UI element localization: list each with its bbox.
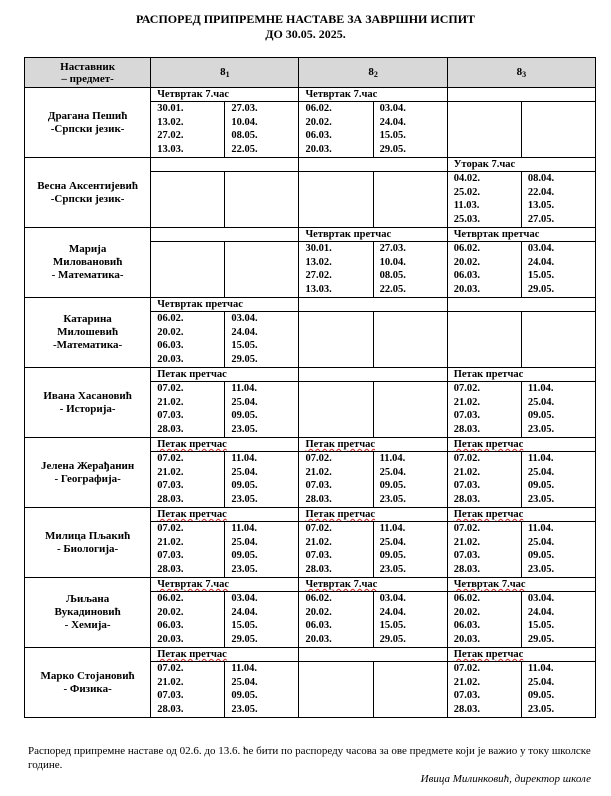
principal-signature: Ивица Милинковић, директор школе (420, 773, 591, 785)
dates-left-8-3: 07.02. 21.02. 07.03. 28.03. (447, 662, 521, 718)
dates-left-8-2: 07.02. 21.02. 07.03. 28.03. (299, 522, 373, 578)
footer-note: Распоред припремне наставе од 02.6. до 13.6. ће бити по распореду часова за ове предмете који је важио у току школске године. (28, 745, 591, 771)
dates-left-8-3: 07.02. 21.02. 07.03. 28.03. (447, 382, 521, 438)
teacher-subject: - Физика- (63, 682, 112, 695)
dates-right-8-2 (373, 382, 447, 438)
schedule-day-time: Петак претчас (157, 649, 227, 660)
schedule-label-8-2 (299, 648, 447, 662)
schedule-label-8-1 (151, 438, 299, 452)
schedule-day-time: Четвртак претчас (453, 229, 540, 240)
dates-right-8-2: 03.04. 24.04. 15.05. 29.05. (373, 102, 447, 158)
teacher-cell (25, 88, 151, 158)
schedule-label-8-1 (151, 158, 299, 172)
teacher-name: Драгана Пешић (47, 109, 128, 122)
dates-right-8-1: 27.03. 10.04. 08.05. 22.05. (225, 102, 299, 158)
dates-left-8-2 (299, 382, 373, 438)
dates-right-8-3 (521, 102, 595, 158)
teacher-subject: - Историја- (59, 402, 116, 415)
schedule-day-time: Петак претчас (453, 509, 524, 520)
schedule-label-8-3 (447, 88, 595, 102)
teacher-subject: -Математика- (52, 339, 123, 351)
dates-right-8-1: 03.04. 24.04. 15.05. 29.05. (225, 592, 299, 648)
dates-left-8-3: 06.02. 20.02. 06.03. 20.03. (447, 242, 521, 298)
teacher-name: Ивана Хасановић (43, 389, 132, 402)
schedule-label-8-1 (151, 508, 299, 522)
teacher-name: Јелена Жерађанин (40, 459, 135, 472)
schedule-label-8-1 (151, 298, 299, 312)
teacher-label-row (25, 158, 596, 172)
schedule-day-time: Петак претчас (305, 439, 376, 450)
schedule-label-8-2 (299, 298, 447, 312)
dates-right-8-3: 03.04. 24.04. 15.05. 29.05. (521, 592, 595, 648)
teacher-label-row (25, 298, 596, 312)
dates-right-8-3: 11.04. 25.04. 09.05. 23.05. (521, 522, 595, 578)
dates-left-8-2: 30.01. 13.02. 27.02. 13.03. (299, 242, 373, 298)
schedule-day-time: Петак претчас (157, 369, 227, 380)
schedule-day-time: Петак претчас (157, 509, 227, 520)
dates-left-8-1: 30.01. 13.02. 27.02. 13.03. (151, 102, 225, 158)
teacher-cell (25, 508, 151, 578)
schedule-label-8-1 (151, 648, 299, 662)
dates-right-8-3: 08.04. 22.04. 13.05. 27.05. (521, 172, 595, 228)
dates-left-8-3: 06.02. 20.02. 06.03. 20.03. (447, 592, 521, 648)
schedule-table (24, 57, 596, 718)
schedule-day-time: Петак претчас (453, 439, 524, 450)
class-header-8-3: $8_3$ (447, 58, 595, 88)
teacher-cell (25, 228, 151, 298)
teacher-label-row (25, 508, 596, 522)
teacher-subject: - Хемија- (64, 619, 111, 631)
teacher-name: Весна Аксентијевић (37, 179, 138, 192)
dates-right-8-1: 03.04. 24.04. 15.05. 29.05. (225, 312, 299, 368)
subject-header-label: – предмет- (61, 72, 114, 85)
schedule-label-8-2 (299, 578, 447, 592)
class-header-8-2: $8_2$ (299, 58, 447, 88)
schedule-day-time: Четвртак 7.час (157, 89, 230, 100)
dates-right-8-3: 03.04. 24.04. 15.05. 29.05. (521, 242, 595, 298)
dates-right-8-3: 11.04. 25.04. 09.05. 23.05. (521, 662, 595, 718)
teacher-label-row (25, 578, 596, 592)
teacher-surname: Вукадиновић (54, 606, 121, 618)
schedule-label-8-1 (151, 368, 299, 382)
teacher-name: Марко Стојановић (40, 669, 135, 682)
schedule-day-time: Четвртак 7.час (305, 579, 378, 590)
teacher-subject: - Географија- (54, 472, 121, 485)
teacher-name: Љиљана (65, 593, 110, 605)
dates-left-8-2 (299, 662, 373, 718)
schedule-label-8-3 (447, 578, 595, 592)
schedule-label-8-2 (299, 158, 447, 172)
schedule-day-time: Петак претчас (453, 649, 524, 660)
dates-left-8-2 (299, 172, 373, 228)
dates-left-8-2: 06.02. 20.02. 06.03. 20.03. (299, 102, 373, 158)
schedule-label-8-3 (447, 298, 595, 312)
dates-left-8-2 (299, 312, 373, 368)
header-row (25, 58, 596, 88)
teacher-label-row (25, 648, 596, 662)
dates-right-8-3: 11.04. 25.04. 09.05. 23.05. (521, 382, 595, 438)
dates-left-8-3 (447, 102, 521, 158)
schedule-label-8-2 (299, 508, 447, 522)
dates-right-8-1: 11.04. 25.04. 09.05. 23.05. (225, 662, 299, 718)
schedule-label-8-1 (151, 228, 299, 242)
dates-left-8-3: 07.02. 21.02. 07.03. 28.03. (447, 522, 521, 578)
dates-left-8-3: 07.02. 21.02. 07.03. 28.03. (447, 452, 521, 508)
schedule-day-time: Четвртак 7.час (157, 579, 230, 590)
dates-right-8-1: 11.04. 25.04. 09.05. 23.05. (225, 382, 299, 438)
schedule-label-8-3 (447, 228, 595, 242)
teacher-subject: -Српски језик- (50, 192, 125, 205)
dates-left-8-1 (151, 242, 225, 298)
schedule-label-8-3 (447, 438, 595, 452)
teacher-cell (25, 298, 151, 368)
teacher-cell (25, 158, 151, 228)
schedule-label-8-2 (299, 438, 447, 452)
teacher-surname: Милошевић (57, 326, 119, 338)
schedule-day-time: Уторак 7.час (453, 159, 516, 170)
teacher-cell (25, 578, 151, 648)
schedule-label-8-2 (299, 88, 447, 102)
schedule-day-time: Петак претчас (453, 369, 524, 380)
dates-left-8-2: 07.02. 21.02. 07.03. 28.03. (299, 452, 373, 508)
dates-left-8-2: 06.02. 20.02. 06.03. 20.03. (299, 592, 373, 648)
dates-right-8-1 (225, 172, 299, 228)
document-title: РАСПОРЕД ПРИПРЕМНЕ НАСТАВЕ ЗА ЗАВРШНИ ИСПИТ (135, 12, 476, 26)
schedule-day-time: Четвртак претчас (157, 299, 243, 310)
dates-left-8-1: 06.02. 20.02. 06.03. 20.03. (151, 592, 225, 648)
dates-left-8-1: 07.02. 21.02. 07.03. 28.03. (151, 452, 225, 508)
teacher-label-row (25, 438, 596, 452)
teacher-header-label: Наставник (60, 60, 116, 73)
schedule-label-8-3 (447, 648, 595, 662)
dates-left-8-3: 04.02. 25.02. 11.03. 25.03. (447, 172, 521, 228)
dates-right-8-3: 11.04. 25.04. 09.05. 23.05. (521, 452, 595, 508)
teacher-cell (25, 648, 151, 718)
schedule-day-time: Петак претчас (157, 439, 227, 450)
schedule-label-8-1 (151, 88, 299, 102)
teacher-label-row (25, 228, 596, 242)
teacher-column-header (25, 58, 151, 88)
document-subtitle: ДО 30.05. 2025. (265, 27, 346, 41)
dates-right-8-2 (373, 172, 447, 228)
dates-right-8-1: 11.04. 25.04. 09.05. 23.05. (225, 452, 299, 508)
teacher-cell (25, 368, 151, 438)
dates-left-8-3 (447, 312, 521, 368)
teacher-name: Милица Пљакић (44, 529, 131, 542)
dates-right-8-2: 27.03. 10.04. 08.05. 22.05. (373, 242, 447, 298)
dates-right-8-2 (373, 312, 447, 368)
dates-right-8-2: 03.04. 24.04. 15.05. 29.05. (373, 592, 447, 648)
teacher-name: Марија (68, 243, 107, 255)
schedule-label-8-3 (447, 368, 595, 382)
dates-right-8-2 (373, 662, 447, 718)
schedule-day-time: Четвртак 7.час (305, 89, 378, 100)
dates-left-8-1: 07.02. 21.02. 07.03. 28.03. (151, 662, 225, 718)
dates-right-8-1: 11.04. 25.04. 09.05. 23.05. (225, 522, 299, 578)
teacher-label-row (25, 88, 596, 102)
teacher-subject: - Математика- (51, 269, 124, 281)
schedule-day-time: Петак претчас (305, 509, 376, 520)
schedule-label-8-2 (299, 228, 447, 242)
dates-right-8-3 (521, 312, 595, 368)
teacher-surname: Миловановић (52, 256, 123, 268)
dates-right-8-2: 11.04. 25.04. 09.05. 23.05. (373, 452, 447, 508)
dates-left-8-1: 07.02. 21.02. 07.03. 28.03. (151, 382, 225, 438)
schedule-label-8-2 (299, 368, 447, 382)
class-header-8-1: $8_1$ (151, 58, 299, 88)
schedule-day-time: Четвртак 7.час (453, 579, 526, 590)
dates-left-8-1: 06.02. 20.02. 06.03. 20.03. (151, 312, 225, 368)
dates-left-8-1 (151, 172, 225, 228)
dates-left-8-1: 07.02. 21.02. 07.03. 28.03. (151, 522, 225, 578)
dates-right-8-1 (225, 242, 299, 298)
teacher-cell (25, 438, 151, 508)
teacher-subject: -Српски језик- (50, 122, 125, 135)
teacher-label-row (25, 368, 596, 382)
dates-right-8-2: 11.04. 25.04. 09.05. 23.05. (373, 522, 447, 578)
schedule-day-time: Четвртак претчас (305, 229, 392, 240)
teacher-name: Катарина (63, 313, 112, 325)
teacher-subject: - Биологија- (57, 542, 119, 555)
schedule-label-8-3 (447, 508, 595, 522)
schedule-label-8-3 (447, 158, 595, 172)
schedule-label-8-1 (151, 578, 299, 592)
